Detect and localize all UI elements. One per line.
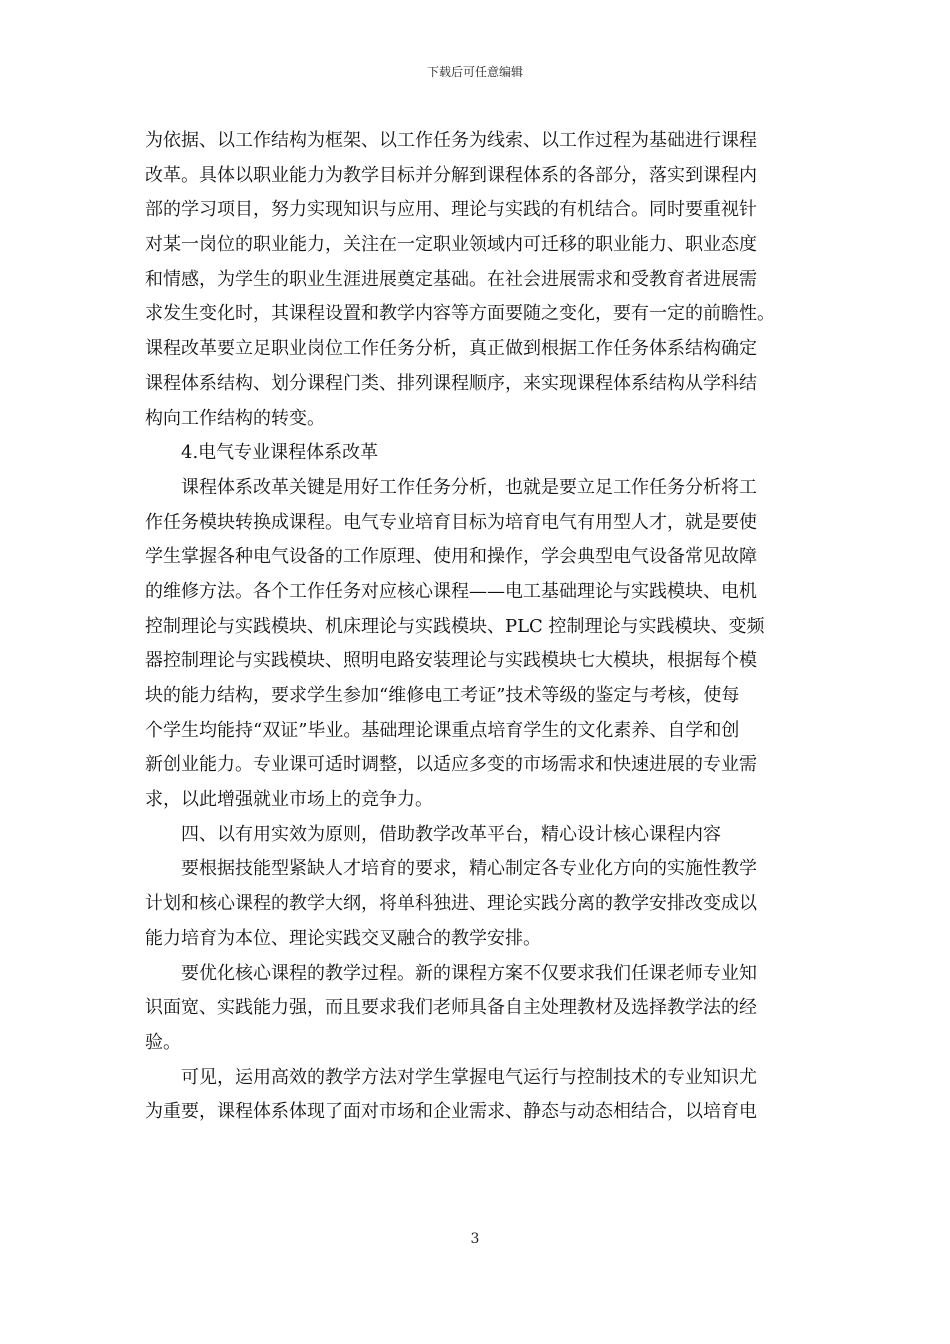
text-line: 构向工作结构的转变。 [145, 407, 325, 429]
text-line: 器控制理论与实践模块、照明电路安装理论与实践模块七大模块，根据每个模 [145, 650, 757, 672]
text-line: 求发生变化时，其课程设置和教学内容等方面要随之变化，要有一定的前瞻性。 [145, 303, 775, 325]
text-line: 和情感，为学生的职业生涯进展奠定基础。在社会进展需求和受教育者进展需 [145, 268, 757, 290]
text-line: 求，以此增强就业市场上的竞争力。 [145, 789, 433, 811]
text-line: 识面宽、实践能力强，而且要求我们老师具备自主处理教材及选择教学法的经 [145, 997, 757, 1019]
text-line: 控制理论与实践模块、机床理论与实践模块、PLC 控制理论与实践模块、变频 [145, 615, 765, 637]
text-line: 改革。具体以职业能力为教学目标并分解到课程体系的各部分，落实到课程内 [145, 164, 757, 186]
page-number: 3 [470, 1231, 480, 1247]
text-line: 部的学习项目，努力实现知识与应用、理论与实践的有机结合。同时要重视针 [145, 199, 757, 221]
text-line: 验。 [145, 1031, 181, 1053]
text-line: 要根据技能型紧缺人才培育的要求，精心制定各专业化方向的实施性教学 [181, 858, 757, 880]
text-line: 对某一岗位的职业能力，关注在一定职业领域内可迁移的职业能力、职业态度 [145, 234, 757, 256]
text-line: 新创业能力。专业课可适时调整，以适应多变的市场需求和快速进展的专业需 [145, 754, 757, 776]
page-header: 下载后可任意编辑 [426, 65, 523, 79]
text-line: 可见，运用高效的教学方法对学生掌握电气运行与控制技术的专业知识尤 [181, 1066, 757, 1088]
text-line: 个学生均能持“双证”毕业。基础理论课重点培育学生的文化素养、自学和创 [145, 719, 740, 741]
text-line: 4.电气专业课程体系改革 [181, 442, 379, 464]
text-line: 能力培育为本位、理论实践交叉融合的教学安排。 [145, 927, 541, 949]
text-line: 计划和核心课程的教学大纲，将单科独进、理论实践分离的教学安排改变成以 [145, 893, 757, 915]
text-line: 课程体系改革关键是用好工作任务分析，也就是要立足工作任务分析将工 [181, 476, 757, 498]
text-line: 学生掌握各种电气设备的工作原理、使用和操作，学会典型电气设备常见故障 [145, 546, 757, 568]
document-body [145, 124, 805, 1130]
text-line: 四、以有用实效为原则，借助教学改革平台，精心设计核心课程内容 [181, 823, 721, 845]
text-line: 为重要，课程体系体现了面对市场和企业需求、静态与动态相结合，以培育电 [145, 1101, 757, 1123]
text-line: 要优化核心课程的教学过程。新的课程方案不仅要求我们任课老师专业知 [181, 962, 757, 984]
text-line: 作任务模块转换成课程。电气专业培育目标为培育电气有用型人才，就是要使 [145, 511, 757, 533]
text-line: 课程改革要立足职业岗位工作任务分析，真正做到根据工作任务体系结构确定 [145, 338, 757, 360]
text-line: 课程体系结构、划分课程门类、排列课程顺序，来实现课程体系结构从学科结 [145, 372, 757, 394]
text-line: 块的能力结构，要求学生参加“维修电工考证”技术等级的鉴定与考核，使每 [145, 685, 740, 706]
text-line: 的维修方法。各个工作任务对应核心课程——电工基础理论与实践模块、电机 [145, 580, 757, 602]
text-line: 为依据、以工作结构为框架、以工作任务为线索、以工作过程为基础进行课程 [145, 130, 757, 151]
